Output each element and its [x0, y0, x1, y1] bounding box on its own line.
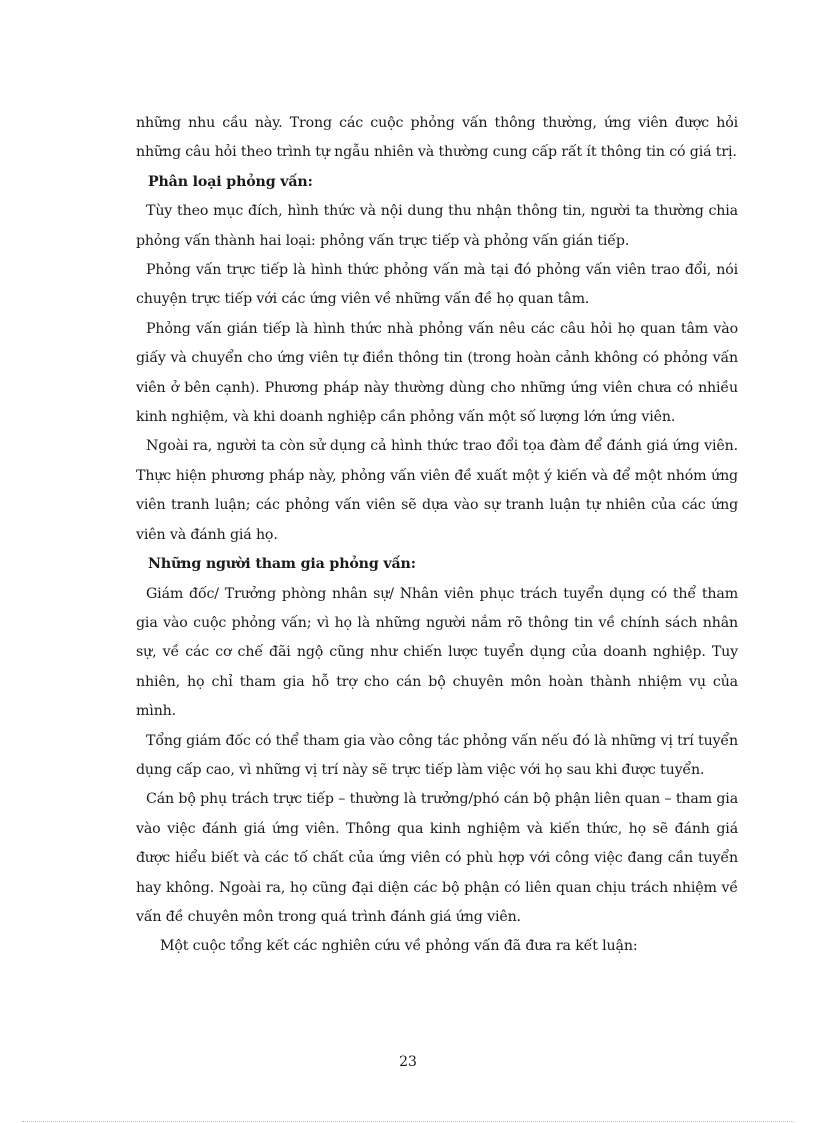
paragraph: Phỏng vấn trực tiếp là hình thức phỏng vấn mà tại đó phỏng vấn viên trao đổi, nói chuyện trực tiếp với các ứng viên về những vấn đề họ quan tâm.: [136, 262, 738, 308]
section-heading: Phân loại phỏng vấn:: [148, 173, 313, 190]
paragraph: Cán bộ phụ trách trực tiếp – thường là trưởng/phó cán bộ phận liên quan – tham gia vào việc đánh giá ứng viên. Thông qua kinh nghiệm và kiến thức, họ sẽ đánh giá được hiểu biết và các tố chất của ứng viên có phù hợp với công việc đang cần tuyển hay không. Ngoài ra, họ cũng đại diện các bộ phận có liên quan chịu trách nhiệm về vấn đề chuyên môn trong quá trình đánh giá ứng viên.: [136, 791, 738, 925]
document-body: [136, 109, 738, 962]
section-heading: Những người tham gia phỏng vấn:: [148, 556, 416, 573]
paragraph: Phỏng vấn gián tiếp là hình thức nhà phỏng vấn nêu các câu hỏi họ quan tâm vào giấy và chuyển cho ứng viên tự điền thông tin (trong hoàn cảnh không có phỏng vấn viên ở bên cạnh). Phương pháp này thường dùng cho những ứng viên chưa có nhiều kinh nghiệm, và khi doanh nghiệp cần phỏng vấn một số lượng lớn ứng viên.: [136, 320, 738, 426]
paragraph: Tùy theo mục đích, hình thức và nội dung thu nhận thông tin, người ta thường chia phỏng vấn thành hai loại: phỏng vấn trực tiếp và phỏng vấn gián tiếp.: [136, 203, 738, 249]
paragraph: những nhu cầu này. Trong các cuộc phỏng vấn thông thường, ứng viên được hỏi những câu hỏi theo trình tự ngẫu nhiên và thường cung cấp rất ít thông tin có giá trị.: [136, 115, 738, 161]
paragraph: Ngoài ra, người ta còn sử dụng cả hình thức trao đổi tọa đàm để đánh giá ứng viên. Thực hiện phương pháp này, phỏng vấn viên đề xuất một ý kiến và để một nhóm ứng viên tranh luận; các phỏng vấn viên sẽ dựa vào sự tranh luận tự nhiên của các ứng viên và đánh giá họ.: [136, 438, 738, 543]
paragraph: Một cuộc tổng kết các nghiên cứu về phỏng vấn đã đưa ra kết luận:: [160, 938, 638, 955]
page-bottom-border: [22, 1121, 794, 1122]
page-number: 23: [399, 1054, 417, 1070]
paragraph: Giám đốc/ Trưởng phòng nhân sự/ Nhân viên phục trách tuyển dụng có thể tham gia vào cuộc phỏng vấn; vì họ là những người nắm rõ thông tin về chính sách nhân sự, về các cơ chế đãi ngộ cũng như chiến lược tuyển dụng của doanh nghiệp. Tuy nhiên, họ chỉ tham gia hỗ trợ cho cán bộ chuyên môn hoàn thành nhiệm vụ của mình.: [136, 585, 738, 720]
paragraph: Tổng giám đốc có thể tham gia vào công tác phỏng vấn nếu đó là những vị trí tuyển dụng cấp cao, vì những vị trí này sẽ trực tiếp làm việc với họ sau khi được tuyển.: [136, 732, 738, 778]
